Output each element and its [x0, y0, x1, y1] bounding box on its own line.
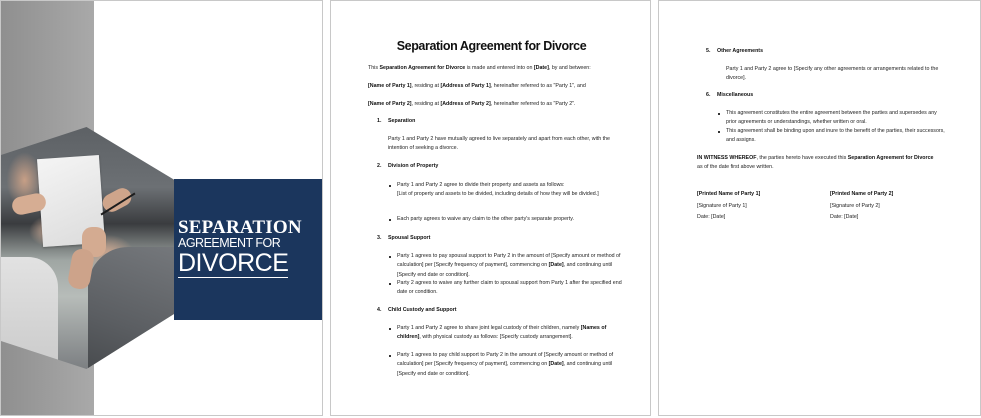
- bullet-text: , with physical custody as follows: [Specify custody arrangement].: [419, 334, 573, 341]
- cover-page: [0, 0, 323, 416]
- intro-paragraph: [368, 64, 628, 73]
- date-party2: Date: [Date]: [830, 214, 859, 221]
- bullet-text: Party 1 agrees to pay spousal support to Party 2 in the amount of [Specify amount or method of calculation] per [Specify frequency of payment], commencing on: [397, 253, 621, 269]
- section-text-other-agreements: Party 1 and Party 2 agree to [Specify any other agreements or arrangements related to the divorce].: [726, 66, 939, 82]
- party2-paragraph: [368, 100, 628, 109]
- text: , the parties hereto have executed this: [756, 155, 848, 161]
- document-title: Separation Agreement for Divorce: [396, 39, 587, 53]
- text: as of the date first above written.: [697, 164, 774, 171]
- bullet-item: [397, 181, 622, 200]
- signature-block-party1: [697, 189, 760, 224]
- section-number: 1.: [377, 118, 382, 124]
- bullet-text: Party 1 and Party 2 agree to divide their property and assets as follows:: [397, 182, 565, 188]
- bullet-text: This agreement shall be binding upon and inure to the benefit of the parties, their successors, and assigns.: [726, 128, 945, 144]
- party1-address-placeholder: [Address of Party 1]: [440, 83, 491, 89]
- section-heading-division-of-property: [377, 162, 438, 171]
- party1-name-placeholder: [Name of Party 1]: [368, 83, 412, 89]
- date-placeholder: [Date]: [533, 65, 549, 71]
- text: , residing at: [411, 83, 441, 89]
- text-bold: Separation Agreement for Divorce: [379, 65, 466, 71]
- party2-address-placeholder: [Address of Party 2]: [440, 101, 491, 107]
- bullet-text-placeholder: [List of property and assets to be divided, including details of how they will be divided.]: [397, 191, 599, 198]
- section-heading-other-agreements: [706, 47, 763, 56]
- bullet-item: [726, 109, 946, 128]
- children-names-placeholder: [Names of children]: [397, 325, 607, 341]
- date-placeholder: [Date]: [548, 262, 564, 269]
- section-number: 2.: [377, 163, 382, 169]
- text-bold: Separation Agreement for Divorce: [847, 155, 934, 161]
- party1-paragraph: [368, 82, 628, 91]
- section-heading-spousal-support: [377, 234, 430, 243]
- hexagon-photo: [0, 127, 175, 369]
- date-party1: Date: [Date]: [697, 214, 726, 221]
- document-page-2: [658, 0, 981, 416]
- text: , hereinafter referred to as "Party 2".: [490, 101, 576, 107]
- text-bold: IN WITNESS WHEREOF: [697, 155, 757, 161]
- section-text-separation: Party 1 and Party 2 have mutually agreed to live separately and apart from each other, with the intention of seeking a divorce.: [388, 136, 611, 152]
- bullet-text: , and continuing until [Specify end date or condition].: [397, 262, 613, 278]
- section-title: Other Agreements: [717, 48, 764, 54]
- bullet-text: Each party agrees to waive any claim to the other party's separate property.: [397, 216, 574, 222]
- section-title: Spousal Support: [388, 235, 431, 241]
- printed-name-party1: [Printed Name of Party 1]: [697, 191, 761, 197]
- section-title: Miscellaneous: [717, 92, 754, 98]
- bullet-item: [397, 324, 622, 343]
- text: , by and between:: [548, 65, 591, 71]
- bullet-text: Party 1 and Party 2 agree to share joint legal custody of their children, namely: [397, 325, 581, 331]
- printed-name-party2: [Printed Name of Party 2]: [830, 191, 894, 197]
- section-heading-miscellaneous: [706, 91, 753, 100]
- party2-name-placeholder: [Name of Party 2]: [368, 101, 412, 107]
- bullet-text: Party 2 agrees to waive any further claim to spousal support from Party 1 after the specified end date or condition.: [397, 280, 622, 296]
- bullet-item: [397, 279, 622, 298]
- photo-gray-suit: [88, 247, 178, 377]
- section-title: Division of Property: [388, 163, 439, 169]
- bullet-item: [726, 127, 946, 146]
- bullet-item: [397, 215, 622, 224]
- section-number: 3.: [377, 235, 382, 241]
- cover-title-line3: DIVORCE: [178, 249, 289, 277]
- bullet-item: [397, 252, 622, 280]
- signature-party2: [Signature of Party 2]: [830, 202, 880, 209]
- witness-paragraph: [697, 154, 937, 173]
- document-page-1: [330, 0, 651, 416]
- text: This: [368, 65, 380, 71]
- section-title: Separation: [388, 118, 416, 124]
- bullet-text: This agreement constitutes the entire agreement between the parties and supersedes any prior agreements or understandings, whether written or oral.: [726, 110, 937, 126]
- section-title: Child Custody and Support: [388, 307, 457, 313]
- date-placeholder: [Date]: [548, 361, 564, 368]
- bullet-text: , and continuing until [Specify end date or condition].: [397, 361, 613, 377]
- cover-title-line1: SEPARATION: [178, 217, 302, 238]
- cover-title-line2: AGREEMENT FOR: [178, 236, 281, 250]
- text: , hereinafter referred to as "Party 1", and: [490, 83, 586, 89]
- bullet-item: [397, 351, 622, 379]
- section-number: 6.: [706, 92, 711, 98]
- section-number: 4.: [377, 307, 382, 313]
- bullet-text: Party 1 agrees to pay child support to Party 2 in the amount of [Specify amount or method of calculation] per [Specify frequency of payment], commencing on: [397, 352, 614, 368]
- section-heading-separation: [377, 117, 415, 126]
- text: is made and entered into on: [465, 65, 534, 71]
- section-number: 5.: [706, 48, 711, 54]
- signature-block-party2: [830, 189, 893, 224]
- signature-party1: [Signature of Party 1]: [697, 202, 747, 209]
- section-heading-child-custody: [377, 306, 457, 315]
- cover-title-box: [174, 179, 323, 320]
- text: , residing at: [411, 101, 441, 107]
